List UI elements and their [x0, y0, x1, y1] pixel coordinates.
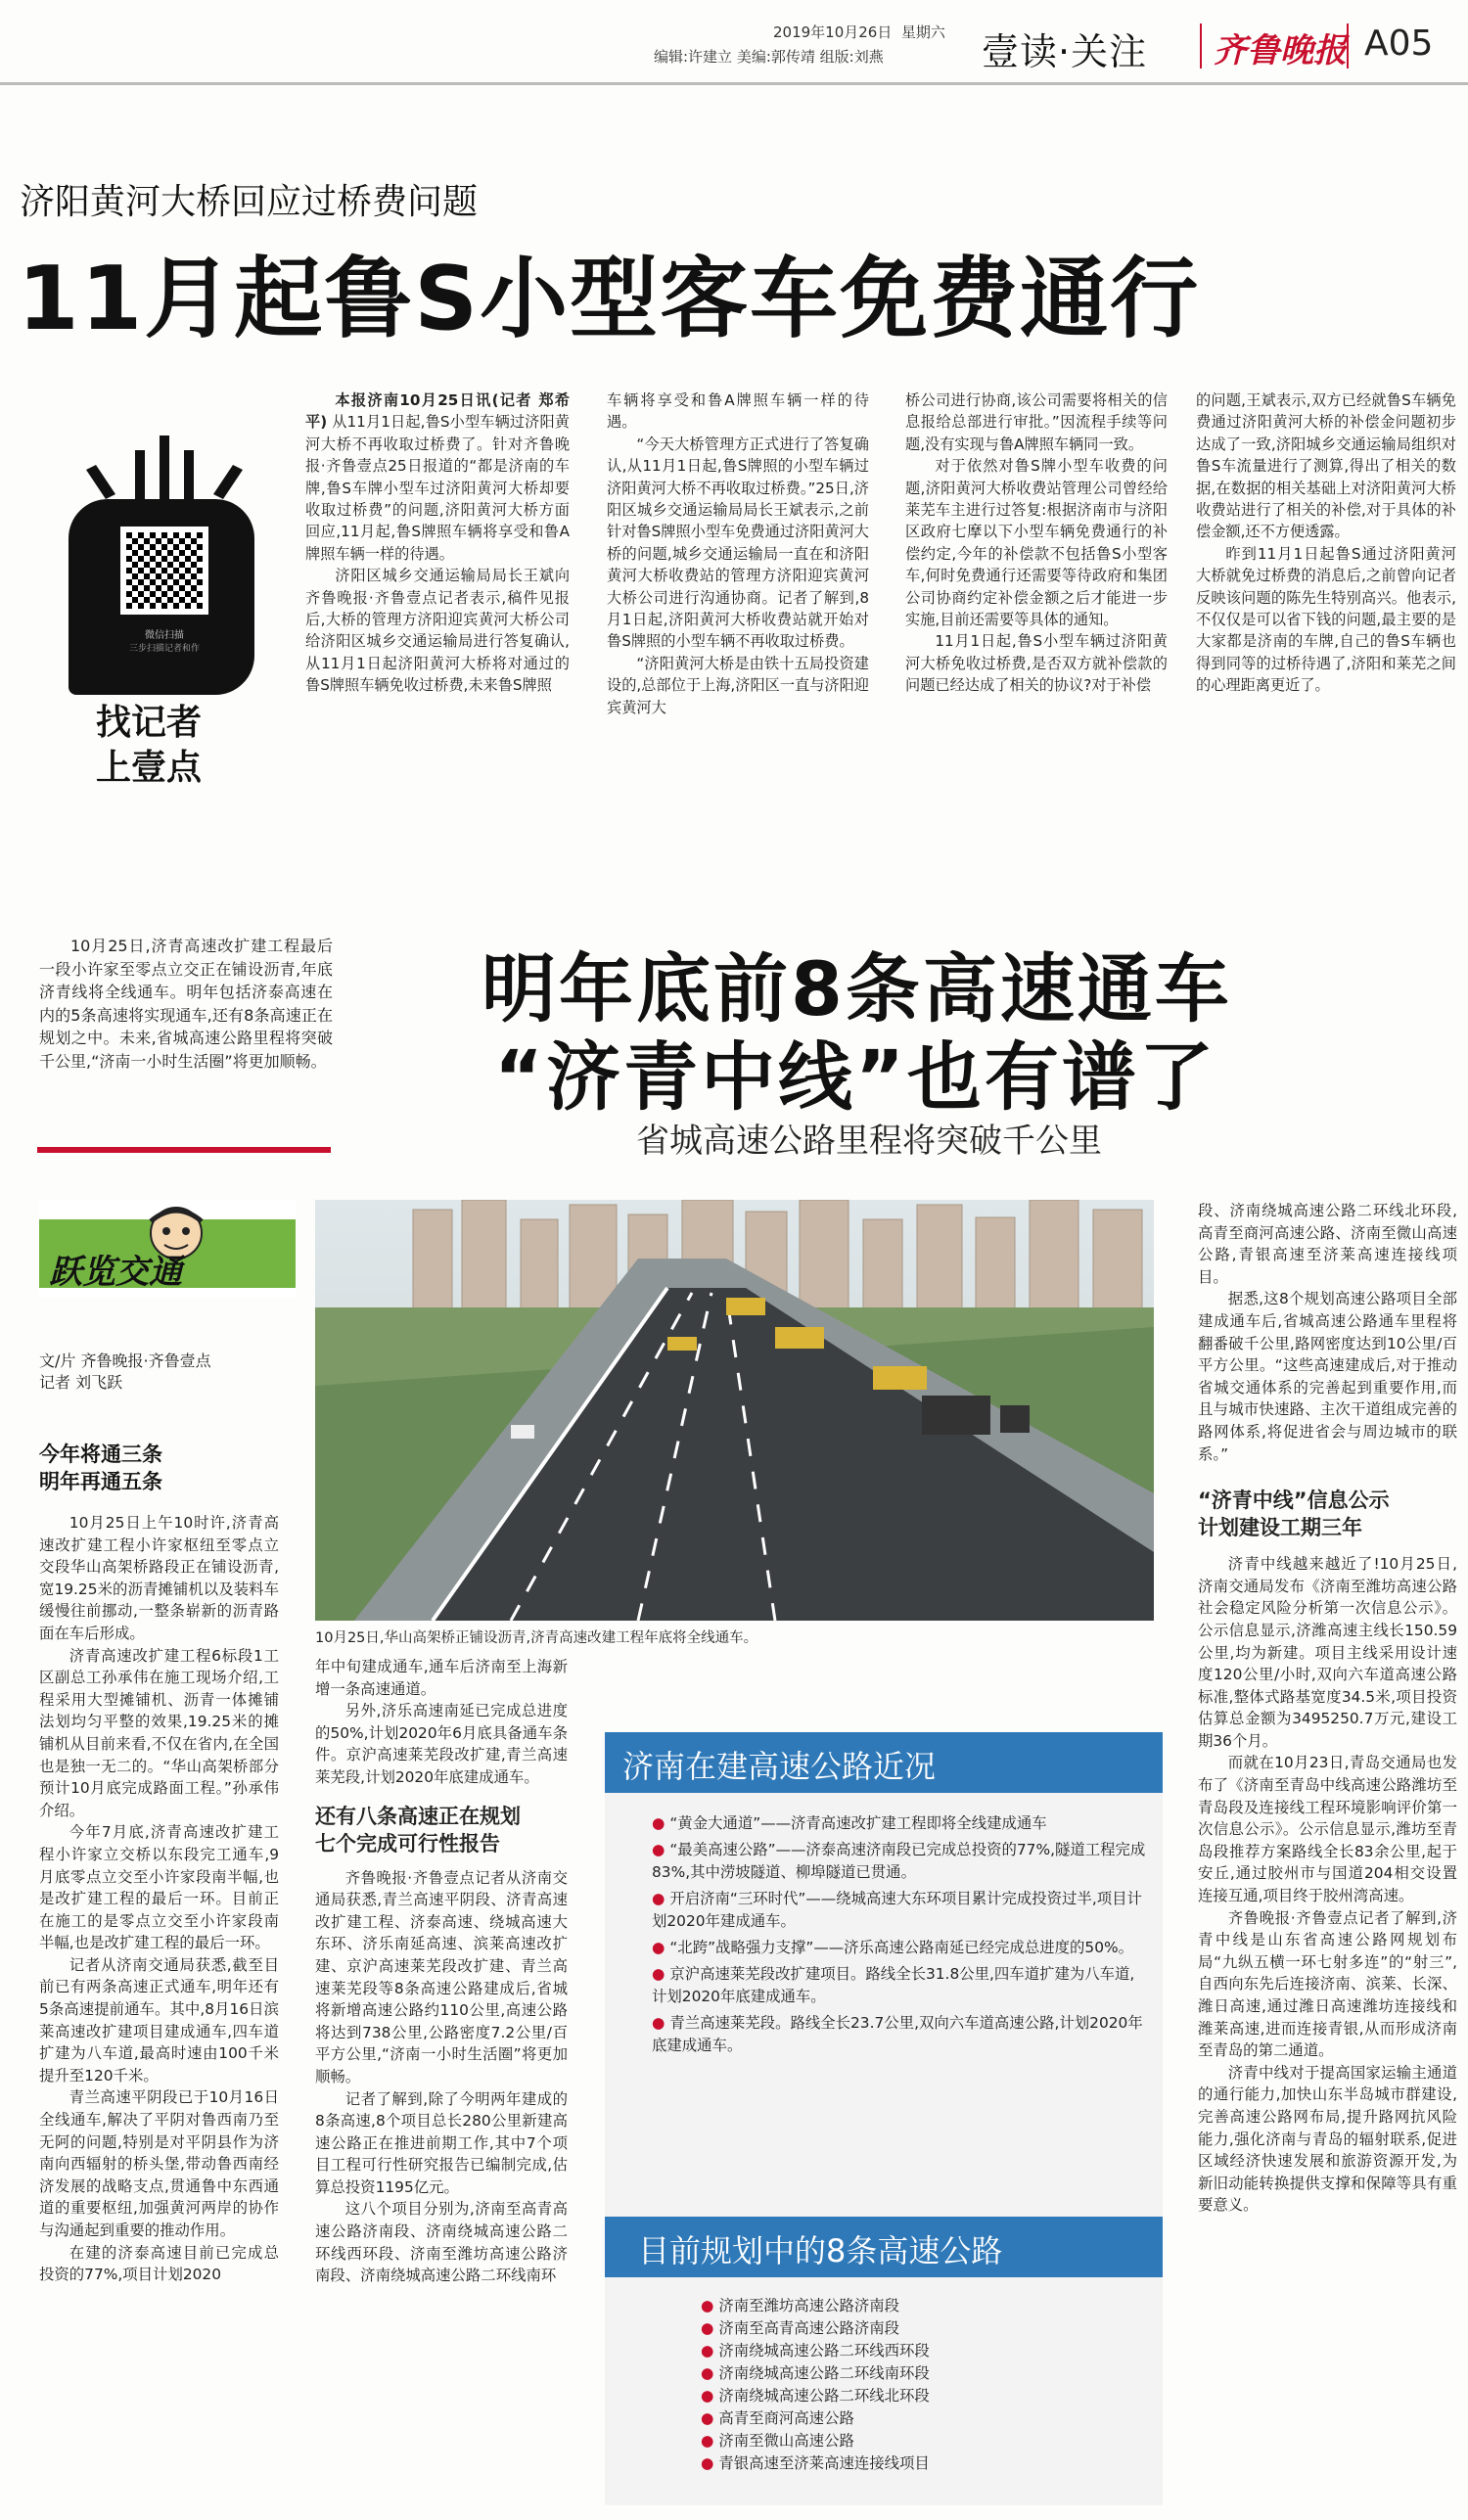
find-reporter-title-2: 上壹点 [96, 748, 203, 788]
list-item [701, 2452, 1141, 2475]
box1-list [652, 1812, 1146, 2061]
article2-text: 齐鲁晚报·齐鲁壹点记者从济南交通局获悉,青兰高速平阴段、济青高速改扩建工程、济泰高速、绕城高速大东环、济乐南延高速、滨莱高速改扩建、京沪高速莱芜段改扩建、青兰高速莱芜段等8条高速公路建成后,省城将新增高速公路约110公里,高速公路将达到738公里,公路密度7.2公里/百平方公里,“济南一小时生活圈”将更加顺畅。 [315, 1868, 568, 2085]
article2-credit-2: 记者 刘飞跃 [39, 1373, 123, 1392]
list-item-text: 济南绕城高速公路二环线西环段 [718, 2342, 930, 2360]
find-reporter-block [67, 431, 262, 793]
article2-text: 10月25日上午10时许,济青高速改扩建工程小许家枢纽至零点立交段华山高架桥路段正在铺设沥青,宽19.25米的沥青摊铺机以及装料车缓慢往前挪动,一整条崭新的沥青路面在车后形成。 [39, 1514, 279, 1642]
article2-text: 青兰高速平阴段已于10月16日全线通车,解决了平阴对鲁西南乃至无阿的问题,特别是对平阴县作为济南向西辐射的桥头堡,带动鲁西南经济发展的战略支点,贯通鲁中东西通道的重要枢纽,加强黄河两岸的协作与沟通起到重要的推动作用。 [39, 2088, 279, 2239]
list-item-text: 济南至微山高速公路 [718, 2432, 854, 2450]
header-divider [1200, 23, 1202, 69]
article2-subhead-2a: 还有八条高速正在规划 [315, 1804, 521, 1828]
camera-flash-icon [67, 431, 262, 509]
article1-kicker: 济阳黄河大桥回应过桥费问题 [20, 182, 479, 222]
list-item [701, 2295, 1141, 2317]
list-item-text: 高青至商河高速公路 [718, 2409, 854, 2427]
article1-text: 车辆将享受和鲁A牌照车辆一样的待遇。 [607, 391, 869, 432]
article1-column-3 [905, 389, 1168, 879]
article2-subhead-3b: 计划建设工期三年 [1198, 1516, 1362, 1540]
list-item [652, 1963, 1146, 2008]
article2-headline-1: 明年底前8条高速通车 [482, 945, 1232, 1032]
header-editors: 编辑:许建立 美编:郭传靖 组版:刘燕 [654, 48, 884, 66]
article2-text: 年中旬建成通车,通车后济南至上海新增一条高速通道。 [315, 1658, 568, 1698]
list-item-text: 青银高速至济莱高速连接线项目 [718, 2454, 930, 2472]
list-item-text: 济南至潍坊高速公路济南段 [718, 2297, 900, 2314]
bullet-icon: ● [652, 2014, 670, 2032]
article1-text: “今天大桥管理方正式进行了答复确认,从11月1日起,鲁S牌照的小型车辆过济阳黄河大桥不再收取过桥费。”25日,济阳区城乡交通运输局局长王斌表示,之前针对鲁S牌照小型车免费通过济阳黄河大桥的问题,城乡交通运输局一直在和济阳黄河大桥收费站的管理方济阳迎宾黄河大桥公司进行沟通协商。记者了解到,8月1日起,济阳黄河大桥收费站就开始对鲁S牌照的小型车辆不再收取过桥费。 [607, 435, 869, 651]
article1-text: 昨到11月1日起鲁S通过济阳黄河大桥就免过桥费的消息后,之前曾向记者反映该问题的陈先生特别高兴。他表示,不仅仅是可以省下钱的问题,最主要的是大家都是济南的车牌,自己的鲁S车辆也得到同等的过桥待遇了,济阳和莱芜之间的心理距离更近了。 [1196, 544, 1456, 695]
article1-text: 从11月1日起,鲁S小型车辆过济阳黄河大桥不再收取过桥费了。针对齐鲁晚报·齐鲁壹点25日报道的“都是济南的车牌,鲁S车牌小型车过济阳黄河大桥却要收取过桥费”的问题,济阳黄河大桥方面回应,11月起,鲁S牌照车辆将享受和鲁A牌照车辆一样的待遇。 [305, 413, 570, 563]
list-item-text: “最美高速公路”——济泰高速济南段已完成总投资的77%,隧道工程完成83%,其中涝坡隧道、柳埠隧道已贯通。 [652, 1841, 1146, 1881]
list-item [652, 1812, 1146, 1835]
highway-photo-svg [315, 1200, 1154, 1621]
article2-text: 另外,济乐高速南延已完成总进度的50%,计划2020年6月底具备通车条件。京沪高速莱芜段改扩建,青兰高速莱芜段,计划2020年底建成通车。 [315, 1702, 568, 1786]
list-item [701, 2340, 1141, 2362]
bullet-icon: ● [701, 2432, 719, 2450]
article2-lead [39, 935, 333, 1130]
article2-text: 段、济南绕城高速公路二环线北环段,高青至商河高速公路、济南至微山高速公路,青银高速至济莱高速连接线项目。 [1198, 1202, 1457, 1286]
bullet-icon: ● [701, 2387, 719, 2405]
article2-text: 记者从济南交通局获悉,截至目前已有两条高速正式通车,明年还有5条高速提前通车。其中,8月16日滨莱高速改扩建项目建成通车,四车道扩建为八车道,最高时速由100千米提升至120千米。 [39, 1955, 279, 2085]
article2-text: 记者了解到,除了今明两年建成的8条高速,8个项目总长280公里新建高速公路正在推进前期工作,其中7个项目工程可行性研究报告已编制完成,估算总投资1195亿元。 [315, 2089, 568, 2196]
article2-text: 这八个项目分别为,济南至高青高速公路济南段、济南绕城高速公路二环线西环段、济南至潍坊高速公路济南段、济南绕城高速公路二环线南环 [315, 2200, 568, 2285]
bullet-icon: ● [701, 2454, 719, 2472]
list-item [652, 1839, 1146, 1884]
article2-subhead-1b: 明年再通五条 [39, 1470, 162, 1493]
article2-subhead-3a: “济青中线”信息公示 [1198, 1489, 1390, 1513]
page-number: A05 [1364, 23, 1434, 64]
list-item-text: “北跨”战略强力支撑”——济乐高速公路南延已经完成总进度的50%。 [669, 1939, 1134, 1956]
article2-text: 济青中线越来越近了!10月25日,济南交通局发布《济南至潍坊高速公路社会稳定风险分析第一次信息公示》。公示信息显示,济潍高速主线长150.59公里,均为新建。项目主线采用设计速度120公里/小时,双向六车道高速公路标准,整体式路基宽度34.5米,项目投资估算总金额为3495250.7万元,建设工期36个月。 [1198, 1555, 1457, 1750]
column-logo-text: 跃览交通 [49, 1253, 182, 1292]
list-item-text: 京沪高速莱芜段改扩建项目。路线全长31.8公里,四车道扩建为八车道,计划2020年底建成通车。 [652, 1965, 1135, 2005]
article2-text: 齐鲁晚报·齐鲁壹点记者了解到,济青中线是山东省高速公路网规划布局“九纵五横一环七射多连”的“射三”,自西向东先后连接济南、滨莱、长深、潍日高速,通过潍日高速潍坊连接线和潍莱高速,进而连接青银,从而形成济南至青岛的第二通道。 [1198, 1908, 1457, 2060]
list-item [701, 2362, 1141, 2385]
find-reporter-title-1: 找记者 [96, 703, 203, 743]
article1-text: 11月1日起,鲁S小型车辆过济阳黄河大桥免收过桥费,是否双方就补偿款的问题已经达成了相关的协议?对于补偿 [905, 632, 1168, 695]
article2-column-2 [315, 1656, 568, 2507]
paper-logo: 齐鲁晚报 [1214, 31, 1347, 70]
bullet-icon: ● [652, 1814, 670, 1832]
list-item-text: “黄金大通道”——济青高速改扩建工程即将全线建成通车 [669, 1814, 1047, 1832]
bullet-icon: ● [652, 1841, 670, 1858]
bullet-icon: ● [652, 1890, 670, 1907]
article2-text: 据悉,这8个规划高速公路项目全部建成通车后,省城高速公路通车里程将翻番破千公里,路网密度达到10公里/百平方公里。“这些高速建成后,对于推动省城交通体系的完善起到重要作用,而且与城市快速路、主次干道组成完善的路网体系,将促进省会与周边城市的联系。” [1198, 1290, 1457, 1463]
article2-text: 今年7月底,济青高速改扩建工程小许家立交桥以东段完工通车,9月底零点立交至小许家段南半幅,也是改扩建工程的最后一环。目前正在施工的是零点立交至小许家段南半幅,也是改扩建工程的最后一环。 [39, 1823, 279, 1952]
article2-text: 济青高速改扩建工程6标段1工区副总工孙承伟在施工现场介绍,工程采用大型摊铺机、沥青一体摊铺法划均匀平整的效果,19.25米的摊铺机从目前来看,不仅在省内,在全国也是独一无二的。“华山高架桥部分预计10月底完成路面工程。”孙承伟介绍。 [39, 1646, 279, 1819]
article2-headline-2: “济青中线”也有谱了 [494, 1033, 1216, 1121]
list-item-text: 青兰高速莱芜段。路线全长23.7公里,双向六车道高速公路,计划2020年底建成通车。 [652, 2014, 1143, 2054]
box-under-construction [605, 1732, 1163, 2222]
box-planned [605, 2217, 1163, 2505]
list-item-text: 开启济南“三环时代”——绕城高速大东环项目累计完成投资过半,项目计划2020年建成通车。 [652, 1890, 1142, 1930]
article1-text: 的问题,王斌表示,双方已经就鲁S车辆免费通过济阳黄河大桥的补偿金问题初步达成了一致,济阳城乡交通运输局组织对鲁S车流量进行了测算,得出了相关的数据,在数据的相关基础上对济阳黄河大桥收费站进行了相关的补偿,对于具体的补偿金额,还不方便透露。 [1196, 391, 1456, 541]
list-item-text: 济南绕城高速公路二环线北环段 [718, 2387, 930, 2405]
box2-list [701, 2295, 1141, 2475]
bullet-icon: ● [701, 2319, 719, 2337]
article2-text: 济青中线对于提高国家运输主通道的通行能力,加快山东半岛城市群建设,完善高速公路网布局,提升路网抗风险能力,强化济南与青岛的辐射联系,促进区域经济快速发展和旅游资源开发,为新旧动能转换提供支撑和保障等具有重要意义。 [1198, 2063, 1457, 2215]
list-item-text: 济南至高青高速公路济南段 [718, 2319, 900, 2337]
article1-byline: 本报济南10月25日讯(记者 郑希平) [305, 391, 570, 432]
box1-title: 济南在建高速公路近况 [622, 1748, 937, 1785]
article1-text: “济阳黄河大桥是由铁十五局投资建设的,总部位于上海,济阳区一直与济阳迎宾黄河大 [607, 654, 869, 716]
list-item [701, 2317, 1141, 2340]
article2-subhead-2b: 七个完成可行性报告 [315, 1831, 500, 1856]
page-header [0, 0, 1468, 78]
article2-text: 在建的济泰高速目前已完成总投资的77%,项目计划2020 [39, 2243, 279, 2284]
bullet-icon: ● [701, 2409, 719, 2427]
list-item [652, 1888, 1146, 1933]
header-divider-2 [1347, 23, 1349, 69]
box2-title: 目前规划中的8条高速公路 [638, 2232, 1003, 2269]
header-date: 2019年10月26日 星期六 [773, 23, 945, 41]
bullet-icon: ● [701, 2297, 719, 2314]
article1-text: 桥公司进行协商,该公司需要将相关的信息报给总部进行审批。”因流程手续等问题,没有实现与鲁A牌照车辆同一致。 [905, 391, 1168, 453]
highway-photo [315, 1200, 1154, 1621]
article2-column-1 [39, 1512, 279, 2500]
list-item [652, 1937, 1146, 1959]
article1-column-2 [607, 389, 869, 879]
article1-column-1 [305, 389, 570, 879]
article2-text: 而就在10月23日,青岛交通局也发布了《济南至青岛中线高速公路潍坊至青岛段及连接线工程环境影响评价第一次信息公示》。公示信息显示,潍坊至青岛段推荐方案路线全长83余公里,起于安丘,通过胶州市与国道204相交设置连接互通,项目终于胶州湾高速。 [1198, 1754, 1457, 1905]
lead-rule [37, 1147, 331, 1153]
bullet-icon: ● [701, 2342, 719, 2360]
qr-code[interactable] [120, 527, 208, 615]
list-item [701, 2407, 1141, 2430]
list-item-text: 济南绕城高速公路二环线南环段 [718, 2364, 930, 2382]
qr-caption: 微信扫描 [145, 630, 184, 641]
article2-subhead: 省城高速公路里程将突破千公里 [636, 1122, 1102, 1161]
column-logo [39, 1200, 296, 1298]
header-rule [0, 82, 1468, 85]
article2-column-3 [1198, 1200, 1457, 2506]
section-title: 壹读·关注 [982, 30, 1148, 73]
article1-text: 济阳区城乡交通运输局局长王斌向齐鲁晚报·齐鲁壹点记者表示,稿件见报后,大桥的管理方济阳迎宾黄河大桥公司给济阳区城乡交通运输局进行答复确认,从11月1日起济阳黄河大桥将对通过的鲁S牌照车辆免收过桥费,未来鲁S牌照 [305, 567, 570, 695]
article1-column-4 [1196, 389, 1456, 879]
qr-subcaption: 三步扫描记者和作 [128, 644, 200, 654]
article2-subhead-1a: 今年将通三条 [39, 1443, 162, 1466]
list-item [701, 2385, 1141, 2407]
bullet-icon: ● [652, 1965, 670, 1983]
bullet-icon: ● [701, 2364, 719, 2382]
article2-credit-1: 文/片 齐鲁晚报·齐鲁壹点 [39, 1352, 211, 1370]
article1-headline: 11月起鲁S小型客车免费通行 [18, 248, 1201, 350]
article2-lead-text: 10月25日,济青高速改扩建工程最后一段小许家至零点立交正在铺设沥青,年底济青线将全线通车。明年包括济泰高速在内的5条高速将实现通车,还有8条高速正在规划之中。未来,省城高速公路里程将突破千公里,“济南一小时生活圈”将更加顺畅。 [39, 937, 333, 1071]
photo-caption: 10月25日,华山高架桥正铺设沥青,济青高速改建工程年底将全线通车。 [315, 1630, 758, 1646]
bullet-icon: ● [652, 1939, 670, 1956]
list-item [652, 2012, 1146, 2057]
article1-text: 对于依然对鲁S牌小型车收费的问题,济阳黄河大桥收费站管理公司曾经给莱芜车主进行过答复:根据济南市与济阳区政府七摩以下小型车辆免费通行的补偿约定,今年的补偿款不包括鲁S小型客车,何时免费通行还需要等待政府和集团公司协商约定补偿金额之后才能进一步实施,目前还需要等具体的通知。 [905, 457, 1168, 629]
list-item [701, 2430, 1141, 2452]
